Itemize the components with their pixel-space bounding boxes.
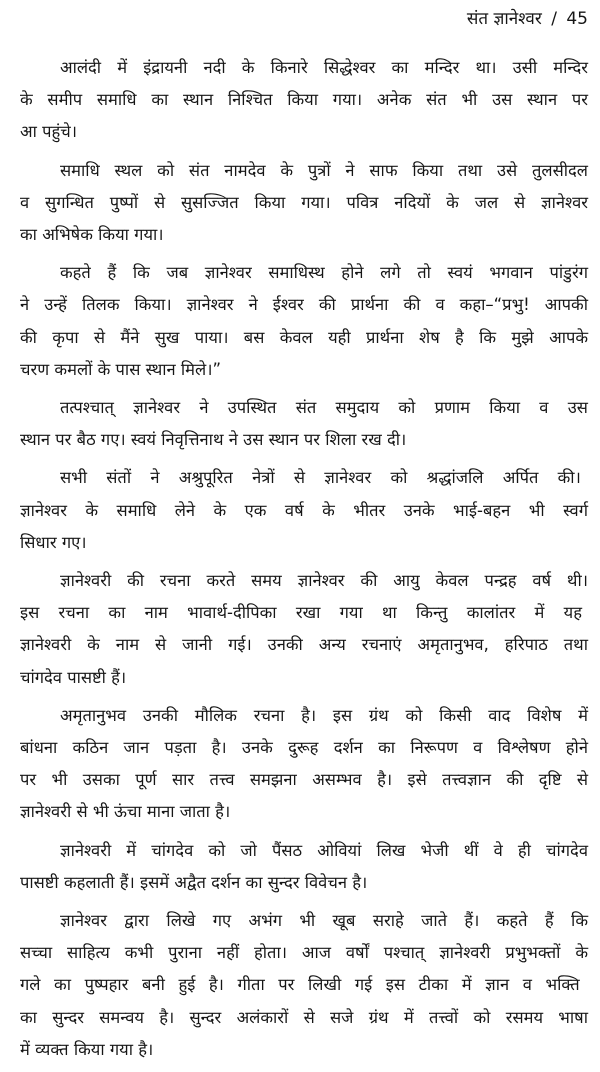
text-line: में व्यक्त किया गया है। [20, 1039, 154, 1059]
text-line: आ पहुंचे। [20, 122, 77, 142]
paragraph [20, 392, 588, 456]
text-line: समाधि स्थल को संत नामदेव के पुत्रों ने साफ किया तथा उसे तुलसीदल [60, 160, 588, 180]
text-line: व सुगन्धित पुष्पों से सुसज्जित किया गया। पवित्र नदियों के जल से ज्ञानेश्वर [20, 192, 588, 212]
text-line: ज्ञानेश्वर के समाधि लेने के एक वर्ष के भीतर उनके भाई-बहन भी स्वर्ग [20, 500, 588, 520]
text-line: ज्ञानेश्वरी में चांगदेव को जो पैंसठ ओवियां लिख भेजी थीं वे ही चांगदेव [60, 840, 588, 860]
text-line: सिधार गए। [20, 532, 87, 552]
text-line: का सुन्दर समन्वय है। सुन्दर अलंकारों से सजे ग्रंथ में तत्त्वों को रसमय भाषा [20, 1007, 588, 1027]
text-line: सभी संतों ने अश्रुपूरित नेत्रों से ज्ञानेश्वर को श्रद्धांजलि अर्पित की। [60, 468, 581, 488]
paragraph [20, 565, 588, 694]
text-line: पासष्टी कहलाती हैं। इसमें अद्वैत दर्शन का सुन्दर विवेचन है। [20, 872, 368, 892]
text-line: सच्चा साहित्य कभी पुराना नहीं होता। आज वर्षों पश्चात् ज्ञानेश्वरी प्रभुभक्तों के [20, 943, 588, 963]
paragraph [20, 257, 588, 386]
text-line: इस रचना का नाम भावार्थ-दीपिका रखा गया था किन्तु कालांतर में यह [20, 603, 582, 623]
text-line: चरण कमलों के पास स्थान मिले।” [20, 359, 222, 379]
text-line: गले का पुष्पहार बनी हुई है। गीता पर लिखी गई इस टीका में ज्ञान व भक्ति [20, 975, 580, 995]
book-title: संत ज्ञानेश्वर [466, 9, 542, 29]
paragraph [20, 52, 588, 149]
header-separator: / [551, 9, 557, 29]
text-line: तत्पश्चात् ज्ञानेश्वर ने उपस्थित संत समुदाय को प्रणाम किया व उस [60, 398, 588, 418]
text-line: ज्ञानेश्वरी के नाम से जानी गई। उनकी अन्य रचनाएं अमृतानुभव, हरिपाठ तथा [20, 635, 588, 655]
text-line: अमृतानुभव उनकी मौलिक रचना है। इस ग्रंथ को किसी वाद विशेष में [60, 705, 588, 725]
text-body [20, 52, 588, 1072]
paragraph [20, 155, 588, 252]
text-line: ज्ञानेश्वरी की रचना करते समय ज्ञानेश्वर की आयु केवल पन्द्रह वर्ष थी। [60, 571, 588, 591]
text-line: ज्ञानेश्वरी से भी ऊंचा माना जाता है। [20, 802, 231, 822]
text-line: बांधना कठिन जान पड़ता है। उनके दुरूह दर्शन का निरूपण व विश्लेषण होने [20, 738, 588, 758]
text-line: ज्ञानेश्वर द्वारा लिखे गए अभंग भी खूब सराहे जाते हैं। कहते हैं कि [60, 911, 588, 931]
text-line: के समीप समाधि का स्थान निश्चित किया गया। अनेक संत भी उस स्थान पर [20, 90, 588, 110]
text-line: कहते हैं कि जब ज्ञानेश्वर समाधिस्थ होने लगे तो स्वयं भगवान पांडुरंग [60, 263, 588, 283]
running-header [467, 8, 588, 30]
paragraph [20, 700, 588, 829]
text-line: चांगदेव पासष्टी हैं। [20, 667, 127, 687]
text-line: पर भी उसका पूर्ण सार तत्त्व समझना असम्भव है। इसे तत्त्वज्ञान की दृष्टि से [20, 770, 588, 790]
text-line: का अभिषेक किया गया। [20, 225, 164, 245]
page-number: 45 [566, 9, 588, 29]
text-line: आलंदी में इंद्रायनी नदी के किनारे सिद्धेश्वर का मन्दिर था। उसी मन्दिर [60, 58, 588, 77]
paragraph [20, 835, 588, 899]
text-line: ने उन्हें तिलक किया। ज्ञानेश्वर ने ईश्वर की प्रार्थना की व कहा–“प्रभु! आपकी [20, 295, 588, 315]
paragraph [20, 905, 588, 1066]
text-line: की कृपा से मैंने सुख पाया। बस केवल यही प्रार्थना शेष है कि मुझे आपके [20, 327, 588, 347]
text-line: स्थान पर बैठ गए। स्वयं निवृत्तिनाथ ने उस स्थान पर शिला रख दी। [20, 430, 407, 450]
paragraph [20, 462, 588, 559]
